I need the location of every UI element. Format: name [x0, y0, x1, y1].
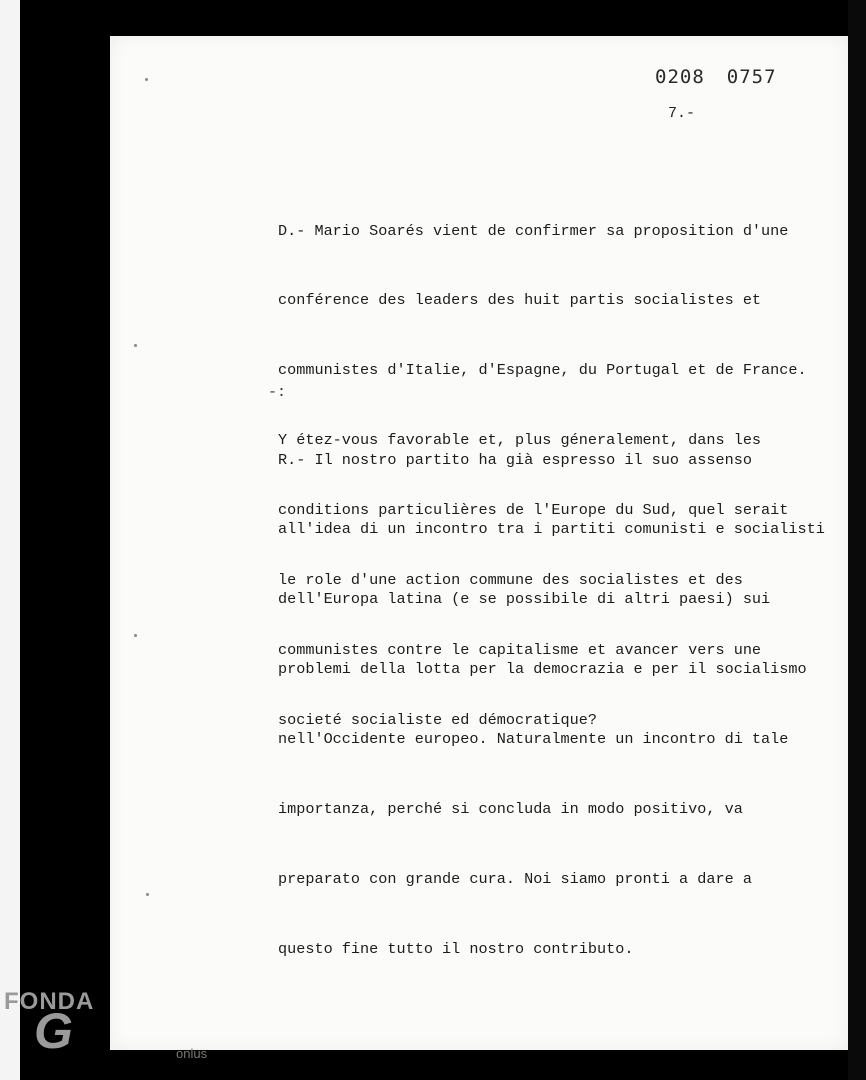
- watermark-logo: [0, 980, 130, 1080]
- answer-paragraph: [278, 402, 825, 1008]
- watermark-onlus: onlus: [176, 1046, 208, 1061]
- answer-line: preparato con grande cura. Noi siamo pronti a dare a: [278, 869, 752, 888]
- answer-line: problemi della lotta per la democrazia e per il socialismo: [278, 660, 807, 679]
- document-number-part-1: 0208: [655, 66, 705, 88]
- scan-border-left: [0, 0, 20, 1080]
- answer-line: R.- Il nostro partito ha già espresso il suo assenso: [278, 450, 752, 469]
- question-line: D.- Mario Soarés vient de confirmer sa proposition d'une: [278, 221, 789, 240]
- question-line: conditions particulières de l'Europe du Sud, quel serait: [278, 501, 789, 520]
- answer-line: questo fine tutto il nostro contributo.: [278, 939, 634, 958]
- question-line: communistes d'Italie, d'Espagne, du Portugal et de France.: [278, 361, 807, 380]
- question-line: conférence des leaders des huit partis socialistes et: [278, 291, 762, 310]
- answer-line: nell'Occidente europeo. Naturalmente un incontro di tale: [278, 730, 789, 749]
- question-line: Y étez-vous favorable et, plus géneralement, dans les: [278, 431, 762, 450]
- document-number-part-2: 0757: [726, 66, 777, 88]
- answer-line: importanza, perché si concluda in modo positivo, va: [278, 800, 743, 819]
- document-number: [655, 66, 777, 88]
- paper-speck: [134, 634, 137, 637]
- watermark-logo-letter: G: [34, 1003, 73, 1059]
- answer-line: all'idea di un incontro tra i partiti comunisti e socialisti: [278, 520, 825, 539]
- question-line: le role d'une action commune des socialistes et des: [278, 571, 743, 590]
- paper-speck: [145, 78, 148, 81]
- page-number: 7.-: [668, 105, 696, 122]
- paper-speck: [146, 893, 149, 896]
- separator-mark: -:: [268, 384, 287, 401]
- watermark-text: FONDA: [4, 988, 95, 1015]
- scan-border-right: [848, 0, 866, 1080]
- answer-line: dell'Europa latina (e se possibile di altri paesi) sui: [278, 590, 771, 609]
- paper-speck: [134, 344, 137, 347]
- question-line: communistes contre le capitalisme et avancer vers une: [278, 640, 762, 659]
- question-line: societé socialiste ed démocratique?: [278, 710, 597, 729]
